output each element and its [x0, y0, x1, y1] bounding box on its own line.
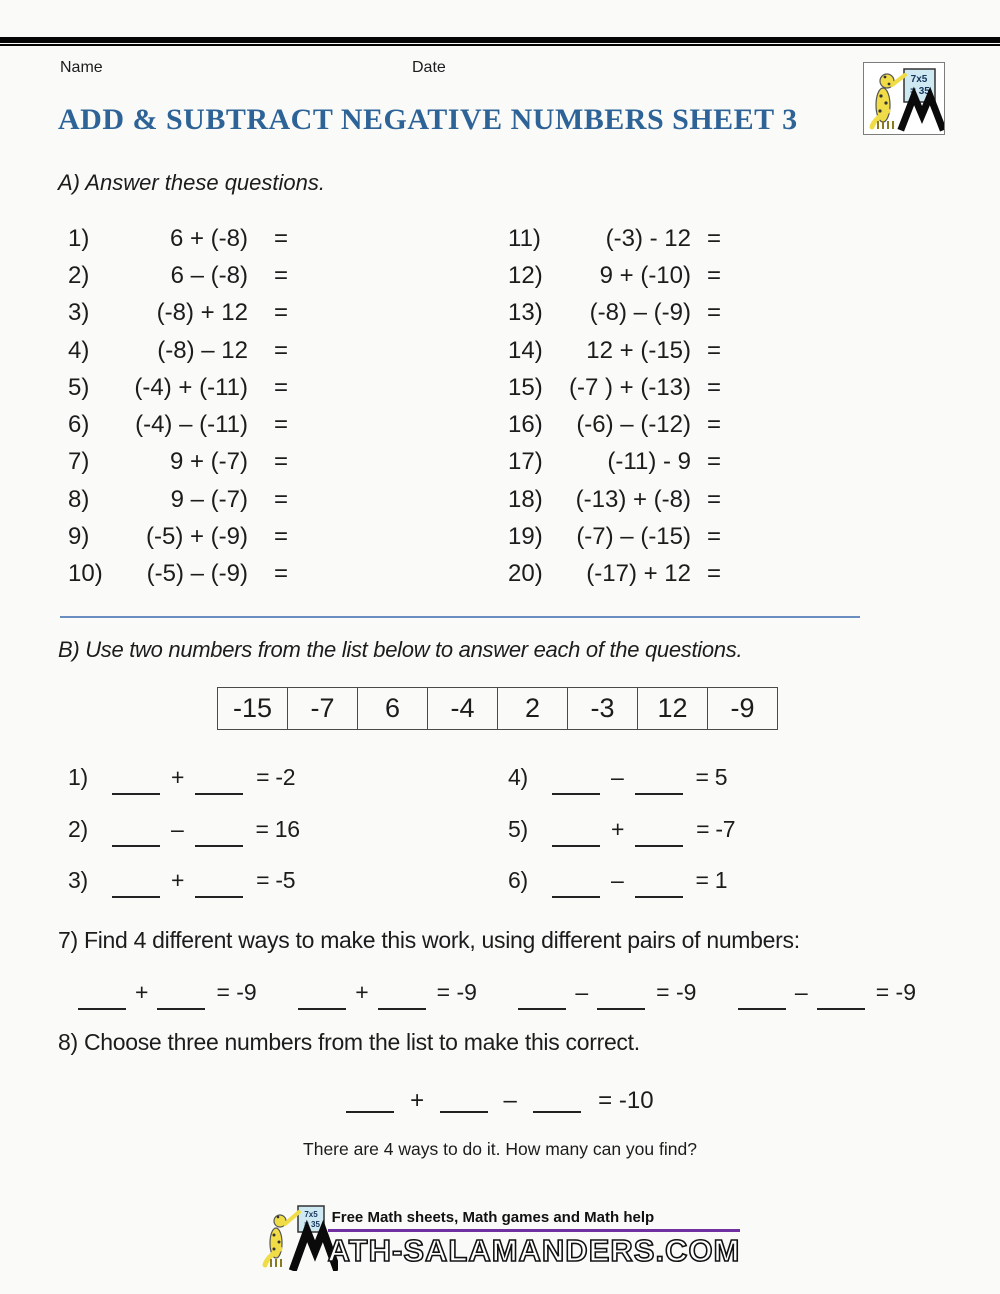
answer-blank [157, 985, 205, 1010]
equation-result: = -9 [436, 978, 477, 1005]
question-expression: (-13) + (-8) [575, 485, 691, 513]
section-a-header: A) Answer these questions. [58, 170, 325, 195]
question-number: 14) [508, 336, 543, 364]
question-row [440, 257, 721, 294]
operator-sign: + [410, 1087, 425, 1114]
fill-in-equation [298, 972, 477, 1012]
question-expression: (-4) – (-11) [135, 411, 248, 439]
question-number: 5) [68, 373, 90, 401]
question-number: 1) [68, 764, 88, 791]
answer-blank [635, 770, 683, 795]
salamander-board-icon [864, 63, 944, 134]
section-a-left-column [0, 220, 288, 593]
equation-result: = -5 [256, 867, 296, 894]
footer-logo [0, 1203, 1000, 1276]
fill-in-question-row [440, 752, 735, 804]
equals-sign: = [707, 560, 722, 588]
equals-sign: = [274, 560, 289, 588]
fill-in-equation [78, 972, 257, 1012]
answer-blank [738, 985, 786, 1010]
equation-result: = 5 [695, 764, 728, 791]
fill-in-question-row [0, 752, 300, 804]
question-row [0, 556, 288, 593]
question-row [440, 556, 721, 593]
question-expression: (-5) + (-9) [146, 523, 248, 551]
section-b-header: B) Use two numbers from the list below to answer each of the questions. [58, 637, 743, 662]
number-list-table [218, 687, 778, 730]
question-expression: (-17) + 12 [586, 560, 691, 588]
question-expression: 6 + (-8) [169, 224, 248, 252]
equals-sign: = [274, 523, 289, 551]
number-list-cell: 12 [637, 687, 708, 730]
question-number: 19) [508, 523, 543, 551]
question-number: 5) [508, 815, 528, 842]
operator-sign: – [171, 815, 184, 842]
date-label: Date [412, 59, 446, 76]
operator-sign: + [355, 978, 369, 1005]
number-list-cell: -3 [567, 687, 638, 730]
top-border-thin-line [0, 44, 1000, 46]
number-list-cell: 6 [357, 687, 428, 730]
fill-in-question-row [0, 804, 300, 856]
question-number: 11) [508, 224, 541, 252]
operator-sign: + [135, 978, 149, 1005]
question-7-header: 7) Find 4 different ways to make this work, using different pairs of numbers: [58, 927, 800, 953]
operator-sign: – [575, 978, 589, 1005]
question-8-note: There are 4 ways to do it. How many can you find? [303, 1139, 697, 1159]
question-number: 16) [508, 411, 543, 439]
question-expression: (-3) - 12 [605, 224, 691, 252]
question-number: 18) [508, 485, 543, 513]
answer-blank [78, 985, 126, 1010]
fill-in-question-row [0, 855, 300, 907]
equals-sign: = [707, 373, 722, 401]
fill-in-question-row [440, 855, 735, 907]
question-expression: (-7 ) + (-13) [568, 373, 691, 401]
operator-sign: + [171, 764, 185, 791]
operator-sign: – [611, 867, 624, 894]
equals-sign: = [707, 224, 722, 252]
question-number: 4) [508, 764, 528, 791]
answer-blank [533, 1087, 581, 1113]
number-list-cell: -7 [287, 687, 358, 730]
operator-sign: – [611, 764, 624, 791]
question-number: 9) [68, 523, 90, 551]
equation-result: = 16 [255, 815, 300, 842]
salamander-board-icon [260, 1203, 338, 1271]
equals-sign: = [274, 261, 289, 289]
equation-result: = -2 [256, 764, 296, 791]
equals-sign: = [707, 411, 722, 439]
question-row [0, 518, 288, 555]
answer-blank [112, 770, 160, 795]
board-line1: 7x5 [910, 74, 928, 85]
answer-blank [195, 822, 243, 847]
question-number: 2) [68, 815, 88, 842]
fill-in-question-row [440, 804, 735, 856]
question-expression: (-7) – (-15) [576, 523, 691, 551]
question-expression: (-8) + 12 [156, 299, 248, 327]
number-list-cell: -9 [707, 687, 778, 730]
question-row [0, 295, 288, 332]
question-row [0, 257, 288, 294]
equation-result: = -10 [598, 1087, 654, 1114]
equals-sign: = [707, 523, 722, 551]
question-row [440, 295, 721, 332]
question-expression: 9 + (-10) [599, 261, 691, 289]
answer-blank [112, 822, 160, 847]
operator-sign: – [794, 978, 808, 1005]
question-row [440, 220, 721, 257]
question-number: 1) [68, 224, 90, 252]
answer-blank [552, 770, 600, 795]
salamander-icon [872, 74, 905, 129]
question-row [440, 444, 721, 481]
question-expression: (-4) + (-11) [134, 373, 248, 401]
footer-text-block [328, 1203, 741, 1269]
footer-salamander-art [260, 1203, 338, 1276]
answer-blank [552, 822, 600, 847]
answer-blank [112, 873, 160, 898]
question-expression: 12 + (-15) [586, 336, 691, 364]
answer-blank [440, 1087, 488, 1113]
answer-blank [298, 985, 346, 1010]
question-expression: (-11) - 9 [607, 448, 691, 476]
answer-blank [817, 985, 865, 1010]
equals-sign: = [707, 261, 722, 289]
operator-sign: + [611, 815, 625, 842]
equation-result: = 1 [695, 867, 728, 894]
question-row [0, 220, 288, 257]
footer-site-name: ATH-SALAMANDERS.COM [327, 1233, 741, 1268]
number-list-cell: -15 [217, 687, 288, 730]
equals-sign: = [274, 448, 289, 476]
answer-blank [518, 985, 566, 1010]
question-expression: (-8) – (-9) [589, 299, 691, 327]
equals-sign: = [274, 411, 289, 439]
equals-sign: = [707, 336, 722, 364]
question-number: 8) [68, 485, 90, 513]
answer-blank [552, 873, 600, 898]
question-number: 17) [508, 448, 543, 476]
question-row [440, 481, 721, 518]
question-number: 20) [508, 560, 543, 588]
answer-blank [378, 985, 426, 1010]
fill-in-equation [518, 972, 696, 1012]
answer-blank [195, 770, 243, 795]
equals-sign: = [274, 485, 289, 513]
fill-in-equation [738, 972, 916, 1012]
number-list-cell: 2 [497, 687, 568, 730]
equation-result: = -9 [875, 978, 916, 1005]
equals-sign: = [707, 485, 722, 513]
board-line2: = 35 [910, 86, 930, 97]
question-number: 6) [68, 411, 90, 439]
answer-blank [635, 873, 683, 898]
section-b-left-column [0, 752, 300, 907]
section-divider-line [60, 616, 860, 618]
answer-blank [346, 1087, 394, 1113]
question-8-equation [0, 1082, 1000, 1115]
equals-sign: = [707, 299, 722, 327]
question-8-header: 8) Choose three numbers from the list to make this correct. [58, 1029, 640, 1055]
question-row [440, 406, 721, 443]
equation-result: = -9 [656, 978, 697, 1005]
question-row [440, 369, 721, 406]
question-row [0, 369, 288, 406]
top-border-rule [0, 37, 1000, 46]
question-expression: (-5) – (-9) [146, 560, 248, 588]
question-number: 15) [508, 373, 543, 401]
question-number: 2) [68, 261, 90, 289]
question-expression: 6 – (-8) [170, 261, 248, 289]
section-a-right-column [440, 220, 721, 593]
equals-sign: = [274, 373, 289, 401]
question-number: 3) [68, 867, 88, 894]
equals-sign: = [274, 224, 289, 252]
equation-result: = -9 [216, 978, 257, 1005]
question-row [0, 444, 288, 481]
number-list-cell: -4 [427, 687, 498, 730]
name-label: Name [60, 59, 103, 76]
question-7-equations-row [78, 972, 916, 1012]
section-b-right-column [440, 752, 735, 907]
question-expression: (-6) – (-12) [576, 411, 691, 439]
question-number: 3) [68, 299, 90, 327]
question-number: 10) [68, 560, 103, 588]
worksheet-title: ADD & SUBTRACT NEGATIVE NUMBERS SHEET 3 [58, 103, 798, 136]
question-row [440, 518, 721, 555]
question-expression: (-8) – 12 [157, 336, 248, 364]
operator-sign: + [171, 867, 185, 894]
operator-sign: – [503, 1087, 517, 1114]
question-number: 13) [508, 299, 543, 327]
equals-sign: = [274, 336, 289, 364]
answer-blank [195, 873, 243, 898]
question-number: 12) [508, 261, 543, 289]
question-number: 7) [68, 448, 90, 476]
question-number: 6) [508, 867, 528, 894]
equals-sign: = [274, 299, 289, 327]
footer-tagline: Free Math sheets, Math games and Math help [328, 1203, 741, 1232]
question-row [0, 406, 288, 443]
equation-result: = -7 [696, 815, 736, 842]
equals-sign: = [707, 448, 722, 476]
math-salamanders-corner-logo [863, 62, 945, 135]
question-number: 4) [68, 336, 90, 364]
board-line2: = 35 [303, 1220, 320, 1229]
question-expression: 9 + (-7) [169, 448, 248, 476]
answer-blank [635, 822, 683, 847]
question-row [0, 481, 288, 518]
question-row [440, 332, 721, 369]
question-expression: 9 – (-7) [170, 485, 248, 513]
board-line1: 7x5 [303, 1210, 318, 1219]
answer-blank [597, 985, 645, 1010]
question-row [0, 332, 288, 369]
